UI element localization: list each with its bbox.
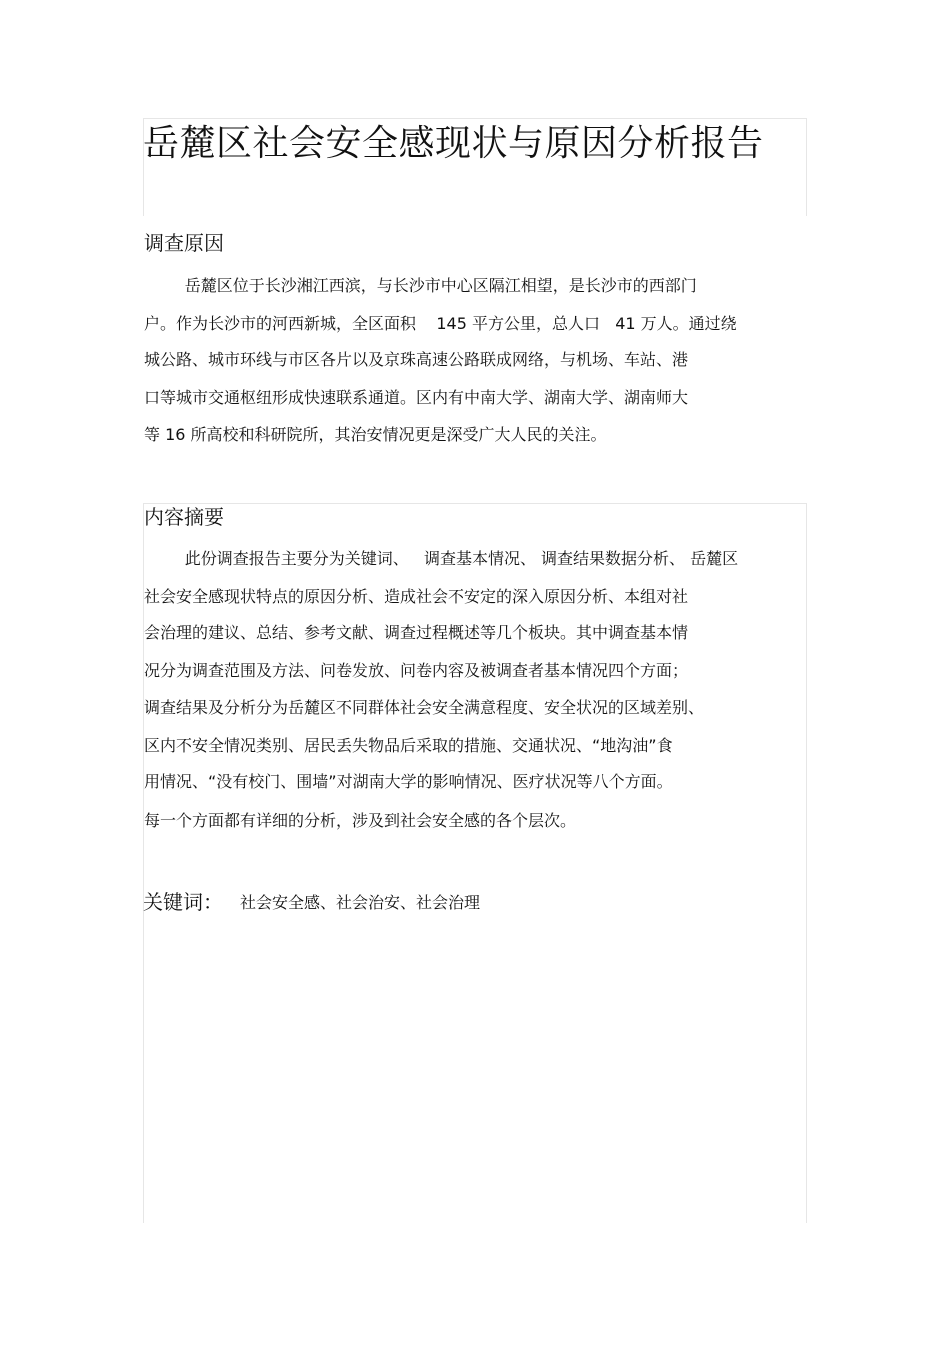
section-heading-survey-reason: 调查原因 — [144, 231, 224, 255]
section-heading-abstract: 内容摘要 — [144, 505, 224, 529]
abstract-box-top — [143, 503, 807, 504]
paragraph-line: 社会安全感现状特点的原因分析、造成社会不安定的深入原因分析、本组对社 — [144, 587, 689, 606]
paragraph-line: 区内不安全情况类别、居民丢失物品后采取的措施、交通状况、“地沟油”食 — [144, 736, 673, 755]
keywords-text: 社会安全感、社会治安、社会治理 — [240, 893, 481, 912]
paragraph-line: 等 16 所高校和科研院所，其治安情况更是深受广大人民的关注。 — [144, 425, 607, 444]
paragraph-line: 户。作为长沙市的河西新城，全区面积 145 平方公里，总人口 41 万人。通过绕 — [144, 314, 737, 333]
paragraph-line: 用情况、“没有校门、围墙”对湖南大学的影响情况、医疗状况等八个方面。 — [144, 772, 673, 791]
page-title: 岳麓区社会安全感现状与原因分析报告 — [143, 123, 764, 164]
keywords-label: 关键词： — [143, 890, 223, 914]
paragraph-line: 况分为调查范围及方法、问卷发放、问卷内容及被调查者基本情况四个方面； — [144, 661, 689, 680]
paragraph-line: 城公路、城市环线与市区各片以及京珠高速公路联成网络，与机场、车站、港 — [144, 350, 689, 369]
paragraph-line: 岳麓区位于长沙湘江西滨，与长沙市中心区隔江相望，是长沙市的西部门 — [144, 276, 697, 295]
paragraph-line: 此份调查报告主要分为关键词、 调查基本情况、 调查结果数据分析、 岳麓区 — [144, 549, 739, 568]
abstract-box-right — [806, 503, 807, 1223]
paragraph-line: 调查结果及分析分为岳麓区不同群体社会安全满意程度、安全状况的区域差别、 — [144, 698, 705, 717]
title-box-right — [806, 118, 807, 216]
abstract-box-left — [143, 503, 144, 1223]
paragraph-line: 口等城市交通枢纽形成快速联系通道。区内有中南大学、湖南大学、湖南师大 — [144, 388, 689, 407]
paragraph-line: 每一个方面都有详细的分析，涉及到社会安全感的各个层次。 — [144, 811, 577, 830]
paragraph-line: 会治理的建议、总结、参考文献、调查过程概述等几个板块。其中调查基本情 — [144, 623, 689, 642]
